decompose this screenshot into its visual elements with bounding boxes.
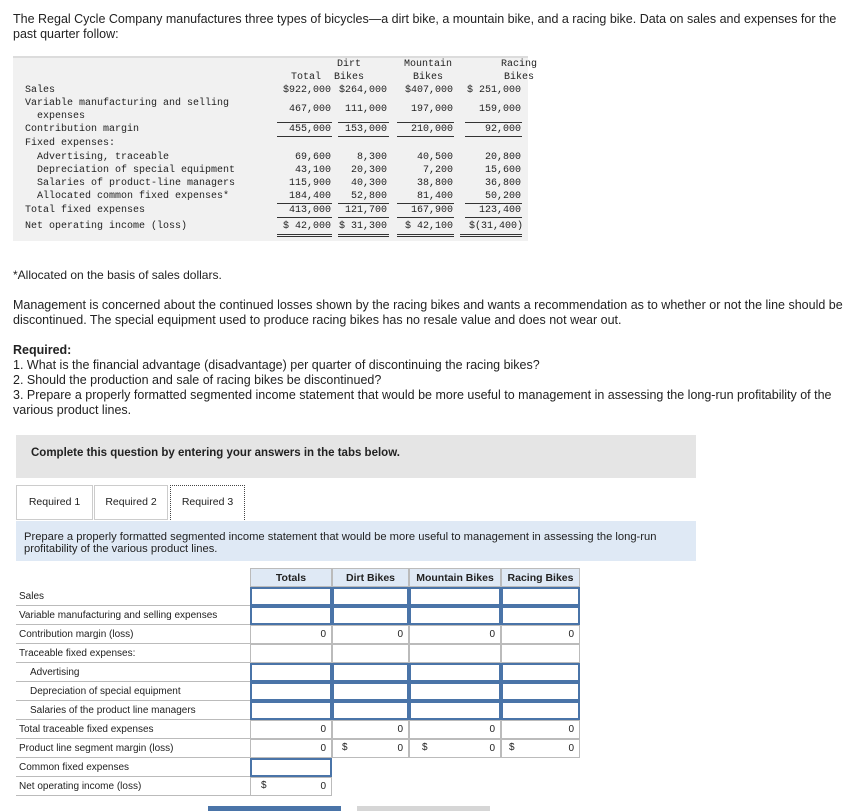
salaries-totals-input[interactable]: [250, 701, 332, 720]
row-label: Contribution margin (loss): [16, 625, 250, 644]
required-title: Required:: [13, 343, 72, 357]
traceable-racing: 0: [501, 720, 580, 739]
tab-required-2[interactable]: Required 2: [94, 485, 168, 520]
sales-totals-input[interactable]: [250, 587, 332, 606]
currency-symbol: $: [261, 780, 267, 791]
depreciation-totals-input[interactable]: [250, 682, 332, 701]
table-row: expenses: [37, 111, 86, 122]
table-row: Allocated common fixed expenses* 184,400 52,800 81,400 50,200: [37, 191, 521, 202]
segment-margin-racing: 0: [501, 739, 580, 758]
next-nav-button[interactable]: [357, 806, 490, 811]
data-table: [13, 56, 537, 241]
concern-text: Management is concerned about the continued losses shown by the racing bikes and wants a recommendation as to whether or not the line should be discontinued. The special equipment used to produce racing bikes has no resale value and does not wear out.: [13, 298, 843, 327]
col-mountain-h2: Bikes: [412, 72, 443, 83]
advertising-dirt-input[interactable]: [332, 663, 409, 682]
salaries-dirt-input[interactable]: [332, 701, 409, 720]
cm-totals: 0: [250, 625, 332, 644]
net-operating-income: 0: [250, 777, 332, 796]
variable-dirt-input[interactable]: [332, 606, 409, 625]
table-row: Variable manufacturing and selling: [25, 98, 230, 109]
salaries-racing-input[interactable]: [501, 701, 580, 720]
row-label: Variable manufacturing and selling expenses: [16, 606, 250, 625]
col-mountain-bikes: Mountain Bikes: [409, 568, 501, 587]
required-q3: 3. Prepare a properly formatted segmented income statement that would be more useful to management in assessing the long-run profitability of the various product lines.: [13, 388, 832, 417]
table-row: Salaries of product-line managers 115,900 40,300 38,800 36,800: [37, 178, 521, 189]
variable-totals-input[interactable]: [250, 606, 332, 625]
row-label: Salaries of the product line managers: [16, 701, 250, 720]
col-mountain-h1: Mountain: [403, 59, 452, 70]
table-row: 467,000 111,000 197,000 159,000: [288, 104, 521, 115]
segment-margin-mountain: 0: [409, 739, 501, 758]
blank-cell: [501, 644, 580, 663]
traceable-totals: 0: [250, 720, 332, 739]
row-label: Traceable fixed expenses:: [16, 644, 250, 663]
table-row: Sales $922,000 $264,000 $407,000 $ 251,000: [25, 85, 521, 96]
required-q1: 1. What is the financial advantage (disadvantage) per quarter of discontinuing the racing bikes?: [13, 358, 540, 372]
col-dirt-h2: Bikes: [333, 72, 364, 83]
blank-cell: [332, 644, 409, 663]
cm-racing: 0: [501, 625, 580, 644]
tab-required-3[interactable]: Required 3: [170, 485, 245, 520]
col-total-header: Total: [290, 72, 321, 83]
blank-cell: [409, 644, 501, 663]
traceable-dirt: 0: [332, 720, 409, 739]
col-racing-bikes: Racing Bikes: [501, 568, 580, 587]
table-row: Advertising, traceable 69,600 8,300 40,500 20,800: [37, 152, 521, 163]
depreciation-dirt-input[interactable]: [332, 682, 409, 701]
col-totals: Totals: [250, 568, 332, 587]
currency-symbol: $: [342, 742, 348, 753]
sales-dirt-input[interactable]: [332, 587, 409, 606]
table-row: Contribution margin 455,000 153,000 210,000 92,000: [25, 124, 521, 135]
prev-nav-button[interactable]: [208, 806, 341, 811]
salaries-mountain-input[interactable]: [409, 701, 501, 720]
cm-mountain: 0: [409, 625, 501, 644]
sales-racing-input[interactable]: [501, 587, 580, 606]
col-racing-h1: Racing: [500, 59, 537, 70]
blank-cell: [250, 644, 332, 663]
variable-racing-input[interactable]: [501, 606, 580, 625]
segment-margin-totals: 0: [250, 739, 332, 758]
table-row: Total fixed expenses 413,000 121,700 167,900 123,400: [25, 205, 521, 216]
table-row: Net operating income (loss) $ 42,000 $ 31,300 $ 42,100 $(31,400): [25, 221, 523, 232]
advertising-mountain-input[interactable]: [409, 663, 501, 682]
instruction-banner: Complete this question by entering your answers in the tabs below.: [16, 435, 696, 478]
required-q2: 2. Should the production and sale of racing bikes be discontinued?: [13, 373, 382, 387]
intro-text: The Regal Cycle Company manufactures three types of bicycles—a dirt bike, a mountain bike, and a racing bike. Data on sales and expenses for the past quarter follow:: [13, 12, 837, 41]
row-label: Depreciation of special equipment: [16, 682, 250, 701]
common-fixed-input[interactable]: [250, 758, 332, 777]
variable-mountain-input[interactable]: [409, 606, 501, 625]
row-label: Total traceable fixed expenses: [16, 720, 250, 739]
cm-dirt: 0: [332, 625, 409, 644]
tab-instruction: Prepare a properly formatted segmented income statement that would be more useful to management in assessing the long-run profitability of the various product lines.: [16, 521, 696, 561]
advertising-totals-input[interactable]: [250, 663, 332, 682]
footnote: *Allocated on the basis of sales dollars.: [13, 268, 222, 282]
row-label: Common fixed expenses: [16, 758, 250, 777]
sales-mountain-input[interactable]: [409, 587, 501, 606]
col-racing-h2: Bikes: [503, 72, 534, 83]
row-label: Sales: [16, 587, 250, 606]
row-label: Net operating income (loss): [16, 777, 250, 796]
segment-margin-dirt: 0: [332, 739, 409, 758]
row-label: Advertising: [16, 663, 250, 682]
depreciation-mountain-input[interactable]: [409, 682, 501, 701]
currency-symbol: $: [509, 742, 515, 753]
depreciation-racing-input[interactable]: [501, 682, 580, 701]
table-row: Depreciation of special equipment 43,100 20,300 7,200 15,600: [37, 165, 521, 176]
table-row: Fixed expenses:: [25, 138, 116, 149]
currency-symbol: $: [422, 742, 428, 753]
col-dirt-h1: Dirt: [336, 59, 361, 70]
advertising-racing-input[interactable]: [501, 663, 580, 682]
row-label: Product line segment margin (loss): [16, 739, 250, 758]
col-dirt-bikes: Dirt Bikes: [332, 568, 409, 587]
tab-required-1[interactable]: Required 1: [16, 485, 93, 520]
traceable-mountain: 0: [409, 720, 501, 739]
